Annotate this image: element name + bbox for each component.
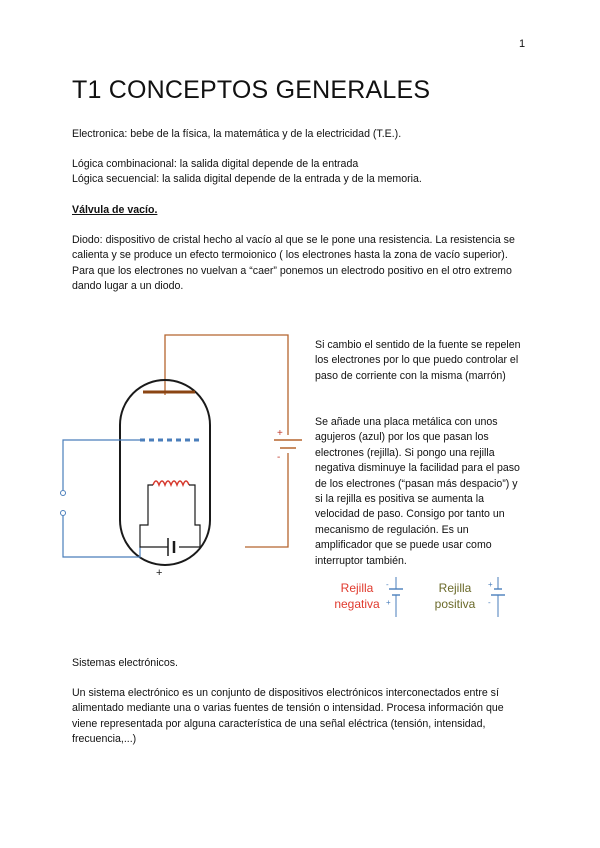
grid-wire — [63, 440, 140, 490]
cathode-wire — [63, 516, 140, 557]
negative-symbol-plus: + — [386, 598, 391, 607]
logic-combinational-text: Lógica combinacional: la salida digital depende de la entrada — [72, 158, 359, 170]
heater-filament — [153, 481, 189, 485]
legend-negative-line1: Rejilla — [340, 581, 374, 595]
systems-heading: Sistemas electrónicos. — [72, 657, 178, 669]
tube-envelope — [120, 380, 210, 565]
anode-circuit — [165, 335, 288, 547]
heater-battery — [156, 538, 174, 579]
positive-symbol-minus: - — [488, 598, 491, 607]
heater-circuit — [140, 485, 200, 547]
section-heading: Válvula de vacío. — [72, 204, 158, 216]
source-minus-label: - — [277, 452, 281, 463]
page-title: T1 CONCEPTOS GENERALES — [72, 76, 431, 104]
side-text-source: Si cambio el sentido de la fuente se repelen los electrones por lo que puedo controlar el paso de corriente con la misma (marrón) — [315, 339, 521, 382]
vacuum-tube-diagram — [55, 325, 310, 585]
page-number: 1 — [519, 38, 526, 50]
cathode-terminal[interactable] — [61, 511, 66, 516]
legend-positive — [425, 580, 485, 612]
battery-plus-label: + — [156, 567, 163, 579]
logic-sequential-text: Lógica secuencial: la salida digital depende de la entrada y de la memoria. — [72, 173, 422, 185]
negative-symbol-minus: - — [386, 580, 389, 589]
negative-grid-symbol — [384, 575, 408, 619]
positive-grid-symbol — [486, 575, 510, 619]
legend-negative — [322, 580, 392, 612]
side-text-grid: Se añade una placa metálica con unos agujeros (azul) por los que pasan los electrones (rejilla). Si pongo una rejilla negativa disminuye la facilidad para el paso de los electrones (“pasan más despacio”) y si la rejilla es positiva se aumenta la velocidad de paso. Consigo por tanto un mecanismo de regulación. Es un amplificador que se puede usar como interruptor también. — [315, 416, 520, 567]
legend-negative-line2: negativa — [334, 597, 380, 611]
positive-symbol-plus: + — [488, 580, 493, 589]
source-plus-label: + — [277, 428, 283, 439]
diode-paragraph: Diodo: dispositivo de cristal hecho al vacío al que se le pone una resistencia. La resistencia se calienta y se produce un efecto termoionico ( los electrones hasta la zona de vacío superior). Para que los electrones no vuelvan a “caer” ponemos un electrodo positivo en el otro extremo dando lugar a un diodo. — [72, 234, 515, 293]
intro-text: Electronica: bebe de la física, la matemática y de la electricidad (T.E.). — [72, 128, 402, 140]
grid-terminal[interactable] — [61, 491, 66, 496]
legend-positive-line1: Rejilla — [438, 581, 472, 595]
legend-positive-line2: positiva — [434, 597, 476, 611]
systems-paragraph: Un sistema electrónico es un conjunto de dispositivos electrónicos interconectados entre sí alimentado mediante una o varias fuentes de tensión o intensidad. Procesa información que viene representada por alguna característica de una señal eléctrica (tensión, intensidad, frecuencia,...) — [72, 687, 504, 746]
